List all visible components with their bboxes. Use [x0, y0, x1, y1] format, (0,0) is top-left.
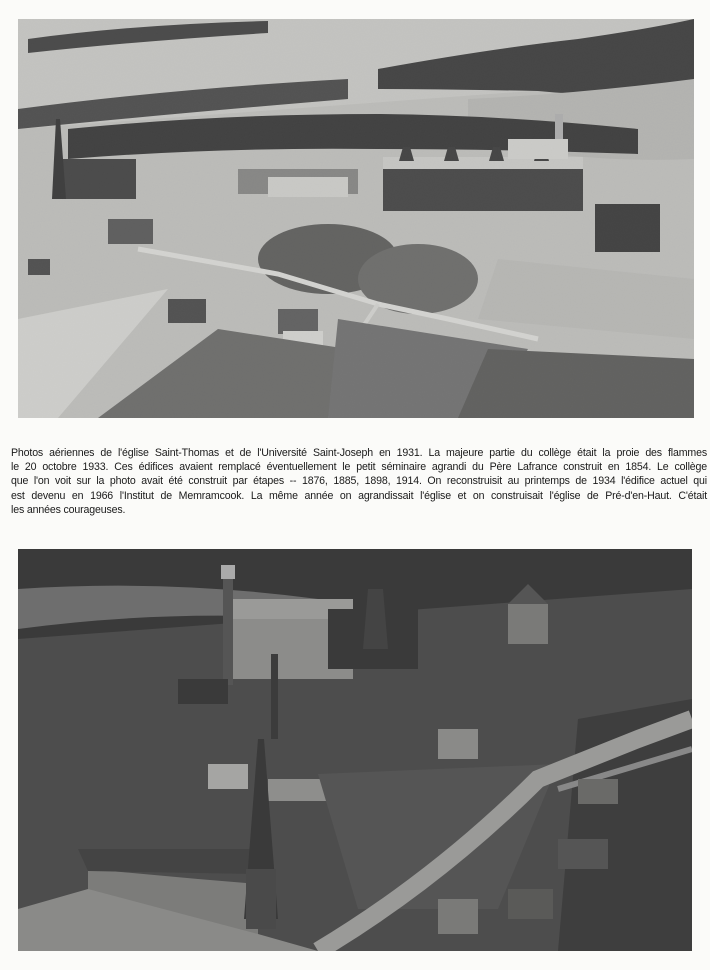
- photo-caption: [11, 446, 707, 517]
- aerial-photo-top-image: [18, 19, 694, 418]
- aerial-photo-top: [18, 19, 694, 418]
- caption-line: que l'on voit sur la photo avait été construit par étapes -- 1876, 1885, 1898, 1914. On reconstruisit au printemps de 1934 l'édifice actuel qui: [11, 475, 707, 488]
- caption-line: le 20 octobre 1933. Ces édifices avaient remplacé éventuellement le petit séminaire agrandi du Père Lafrance construit en 1854. Le collège: [11, 461, 707, 474]
- caption-line: les années courageuses.: [11, 503, 126, 516]
- aerial-photo-bottom: [18, 549, 692, 951]
- caption-line: Photos aériennes de l'église Saint-Thomas et de l'Université Saint-Joseph en 1931. La majeure partie du collège était la proie des flammes: [11, 447, 707, 459]
- caption-line: est devenu en 1966 l'Institut de Memramcook. La même année on agrandissait l'église et on construisait l'église de Pré-d'en-Haut. C'était: [11, 489, 707, 502]
- aerial-photo-bottom-image: [18, 549, 692, 951]
